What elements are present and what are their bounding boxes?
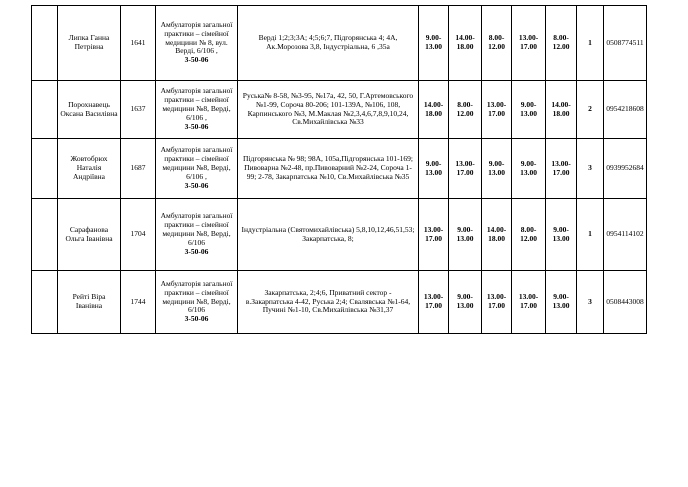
hours-monday-cell: 9.00-13.00 <box>419 139 449 199</box>
table-row <box>32 271 647 334</box>
hours-thursday-cell: 8.00-12.00 <box>512 199 546 271</box>
doctor-id-cell: 1744 <box>121 271 156 334</box>
hours-thursday-cell: 9.00-13.00 <box>512 139 546 199</box>
hours-wednesday-cell: 13.00-17.00 <box>482 81 512 139</box>
hours-tuesday-cell: 9.00-13.00 <box>449 199 482 271</box>
hours-thursday-cell: 9.00-13.00 <box>512 81 546 139</box>
hours-friday-cell: 8.00-12.00 <box>546 6 577 81</box>
row-number-cell <box>32 271 58 334</box>
row-number-cell <box>32 199 58 271</box>
row-number-cell <box>32 81 58 139</box>
ambulatory-phone: 3-50-06 <box>184 246 209 256</box>
hours-friday-cell: 14.00-18.00 <box>546 81 577 139</box>
hours-tuesday-cell: 13.00-17.00 <box>449 139 482 199</box>
streets-cell: Індустріальна (Святомихайлівська) 5,8,10,12,46,51,53; Закарпатська, 8; <box>238 199 419 271</box>
mobile-phone-cell: 0939952684 <box>604 139 647 199</box>
unit-number-cell: 1 <box>577 199 604 271</box>
ambulatory-cell <box>156 6 238 81</box>
table-row <box>32 6 647 81</box>
hours-friday-cell: 9.00-13.00 <box>546 271 577 334</box>
ambulatory-address: Амбулаторія загальної практики – сімейної медицини №8, Верді, 6/106 <box>160 278 233 315</box>
ambulatory-address: Амбулаторія загальної практики – сімейної медицини №8, Верді, 6/106 <box>160 211 233 247</box>
hours-wednesday-cell: 9.00-13.00 <box>482 139 512 199</box>
streets-cell: Закарпатська, 2;4;6, Приватний сектор - в.Закарпатська 4-42, Руська 2;4; Свалявська №1-64, Пучині №1-10, Св.Михайлівська №31,37 <box>238 271 419 334</box>
mobile-phone-cell: 0508774511 <box>604 6 647 81</box>
hours-monday-cell: 13.00-17.00 <box>419 199 449 271</box>
unit-number-cell: 3 <box>577 139 604 199</box>
doctor-id-cell: 1687 <box>121 139 156 199</box>
ambulatory-cell <box>156 199 238 271</box>
mobile-phone-cell: 0954218608 <box>604 81 647 139</box>
hours-wednesday-cell: 8.00-12.00 <box>482 6 512 81</box>
table-row <box>32 139 647 199</box>
doctor-id-cell: 1704 <box>121 199 156 271</box>
hours-monday-cell: 14.00-18.00 <box>419 81 449 139</box>
doctor-id-cell: 1641 <box>121 6 156 81</box>
ambulatory-phone: 3-50-06 <box>184 180 209 190</box>
streets-cell: Верді 1;2;3;3А; 4;5;6;7, Підгорянська 4; 4А, Ак.Морозова 3,8, Індустріальна, 6 ,35а <box>238 6 419 81</box>
doctor-name-cell: Сарафанова Ольга Іванівна <box>58 199 121 271</box>
hours-monday-cell: 13.00-17.00 <box>419 271 449 334</box>
row-number-cell <box>32 139 58 199</box>
doctor-name-cell: Рейті Віра Іванівна <box>58 271 121 334</box>
ambulatory-address: Амбулаторія загальної практики – сімейної медицини №8, Верді, 6/106 , <box>160 145 233 181</box>
hours-tuesday-cell: 9.00-13.00 <box>449 271 482 334</box>
ambulatory-cell <box>156 139 238 199</box>
mobile-phone-cell: 0954114102 <box>604 199 647 271</box>
hours-thursday-cell: 13.00-17.00 <box>512 271 546 334</box>
hours-thursday-cell: 13.00-17.00 <box>512 6 546 81</box>
unit-number-cell: 2 <box>577 81 604 139</box>
hours-wednesday-cell: 14.00-18.00 <box>482 199 512 271</box>
unit-number-cell: 3 <box>577 271 604 334</box>
hours-wednesday-cell: 13.00-17.00 <box>482 271 512 334</box>
doctor-schedule-table <box>31 5 647 334</box>
table-row <box>32 199 647 271</box>
doctor-id-cell: 1637 <box>121 81 156 139</box>
hours-tuesday-cell: 8.00-12.00 <box>449 81 482 139</box>
doctor-name-cell: Липка Ганна Петрівна <box>58 6 121 81</box>
hours-tuesday-cell: 14.00-18.00 <box>449 6 482 81</box>
ambulatory-phone: 3-50-06 <box>184 314 209 324</box>
hours-friday-cell: 9.00-13.00 <box>546 199 577 271</box>
ambulatory-address: Амбулаторія загальної практики – сімейної медицини №8, Верді, 6/106 , <box>160 86 233 122</box>
mobile-phone-cell: 0508443008 <box>604 271 647 334</box>
ambulatory-cell <box>156 271 238 334</box>
doctor-name-cell: Порохнавець Оксана Василівна <box>58 81 121 139</box>
ambulatory-phone: 3-50-06 <box>184 121 209 131</box>
hours-friday-cell: 13.00-17.00 <box>546 139 577 199</box>
unit-number-cell: 1 <box>577 6 604 81</box>
table-row <box>32 81 647 139</box>
hours-monday-cell: 9.00-13.00 <box>419 6 449 81</box>
streets-cell: Руська№ 8-58, №3-95, №17а, 42, 50, Г.Артемовського №1-99, Сороча 80-206; 101-139А, №106, 108, Карпинського №3, М.Маклая №2,3,4,6,7,8,9,10,24, Св.Михайлівська №33 <box>238 81 419 139</box>
row-number-cell <box>32 6 58 81</box>
doctor-name-cell: Жовтобрюх Наталія Андріївна <box>58 139 121 199</box>
ambulatory-phone: 3-50-06 <box>184 55 209 65</box>
streets-cell: Підгорянська № 98; 98А, 105а,Підгорянська 101-169; Пивоварна №2-48, пр.Пивоварний №2-24, Сороча 1-99; 2-78, Закарпатська №10, Св.Михайлівська №35 <box>238 139 419 199</box>
ambulatory-cell <box>156 81 238 139</box>
ambulatory-address: Амбулаторія загальної практики – сімейної медицини № 8, вул. Верді, 6/106 , <box>160 19 233 56</box>
